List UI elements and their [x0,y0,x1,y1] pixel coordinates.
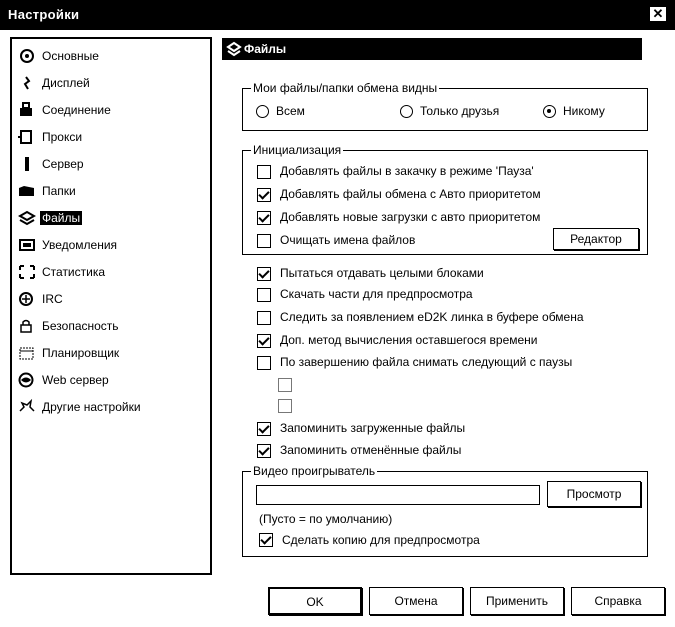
sidebar-item-files[interactable]: Файлы [16,207,210,229]
pause-mode-checkbox[interactable] [257,165,271,179]
editor-button[interactable]: Редактор [553,228,639,250]
window-title: Настройки [8,7,80,22]
new-downloads-auto-priority-label: Добавлять новые загрузки с авто приоритетом [280,210,541,224]
default-hint: (Пусто = по умолчанию) [259,512,393,526]
copy-preview-label: Сделать копию для предпросмотра [282,533,480,547]
video-player-legend: Видео проигрыватель [253,464,376,478]
statistics-icon [18,264,36,280]
panel-title: Файлы [244,42,287,56]
display-icon [18,75,36,91]
apply-button[interactable]: Применить [470,587,564,615]
gear-icon [18,48,36,64]
irc-icon [18,291,36,307]
ok-button[interactable]: OK [268,587,362,615]
sidebar-item-irc[interactable]: IRC [16,288,210,310]
preview-parts-checkbox[interactable] [257,288,271,302]
sidebar-item-folders[interactable]: Папки [16,180,210,202]
help-button[interactable]: Справка [571,587,665,615]
visibility-legend: Мои файлы/папки обмена видны [253,81,438,95]
browse-button[interactable]: Просмотр [547,481,641,507]
panel-header [222,38,642,60]
remember-cancelled-checkbox[interactable] [257,444,271,458]
proxy-icon [18,129,36,145]
files-icon [18,210,36,226]
cancel-button[interactable]: Отмена [369,587,463,615]
unpause-next-checkbox[interactable] [257,356,271,370]
new-downloads-auto-priority-checkbox[interactable] [257,211,271,225]
pause-mode-label: Добавлять файлы в закачку в режиме 'Пауза' [280,164,534,178]
scheduler-icon [18,345,36,361]
close-button[interactable] [649,6,667,22]
radio-nobody-label: Никому [563,104,605,118]
ed2k-clipboard-checkbox[interactable] [257,311,271,325]
shared-auto-priority-checkbox[interactable] [257,188,271,202]
connection-icon [18,102,36,118]
sidebar-item-web-server[interactable]: Web сервер [16,369,210,391]
unpause-next-label: По завершению файла снимать следующий с паузы [280,355,573,369]
video-player-path-input[interactable] [256,485,540,505]
notification-icon [18,237,36,253]
settings-sidebar [10,37,212,575]
remember-downloaded-checkbox[interactable] [257,422,271,436]
sidebar-item-statistics[interactable]: Статистика [16,261,210,283]
sidebar-item-notifications[interactable]: Уведомления [16,234,210,256]
sidebar-item-connection[interactable]: Соединение [16,99,210,121]
clean-filenames-label: Очищать имена файлов [280,233,416,247]
full-chunks-checkbox[interactable] [257,267,271,281]
radio-nobody[interactable] [543,105,556,118]
shared-auto-priority-label: Добавлять файлы обмена с Авто приоритетом [280,187,541,201]
init-legend: Инициализация [253,143,342,157]
sidebar-item-scheduler[interactable]: Планировщик [16,342,210,364]
sub-option-2-checkbox[interactable] [278,399,292,413]
remember-cancelled-label: Запоминить отменённые файлы [280,443,462,457]
preview-parts-label: Скачать части для предпросмотра [280,287,473,301]
other-settings-icon [18,399,36,415]
sidebar-item-display[interactable]: Дисплей [16,72,210,94]
remaining-time-method-checkbox[interactable] [257,334,271,348]
radio-friends-only[interactable] [400,105,413,118]
title-bar [0,0,675,30]
sidebar-item-proxy[interactable]: Прокси [16,126,210,148]
sub-option-1-checkbox[interactable] [278,378,292,392]
files-icon [226,41,242,57]
copy-preview-checkbox[interactable] [259,533,273,547]
sidebar-item-other-settings[interactable]: Другие настройки [16,396,210,418]
remaining-time-method-label: Доп. метод вычисления оставшегося времени [280,333,538,347]
clean-filenames-checkbox[interactable] [257,234,271,248]
radio-everyone[interactable] [256,105,269,118]
server-icon [18,156,36,172]
radio-everyone-label: Всем [276,104,305,118]
security-icon [18,318,36,334]
folder-icon [18,183,36,199]
close-icon: ✕ [652,6,664,21]
sidebar-item-server[interactable]: Сервер [16,153,210,175]
radio-friends-only-label: Только друзья [420,104,500,118]
web-server-icon [18,372,36,388]
sidebar-item-general[interactable]: Основные [16,45,210,67]
full-chunks-label: Пытаться отдавать целыми блоками [280,266,484,280]
ed2k-clipboard-label: Следить за появлением eD2K линка в буфере обмена [280,310,584,324]
sidebar-item-security[interactable]: Безопасность [16,315,210,337]
remember-downloaded-label: Запоминить загруженные файлы [280,421,466,435]
